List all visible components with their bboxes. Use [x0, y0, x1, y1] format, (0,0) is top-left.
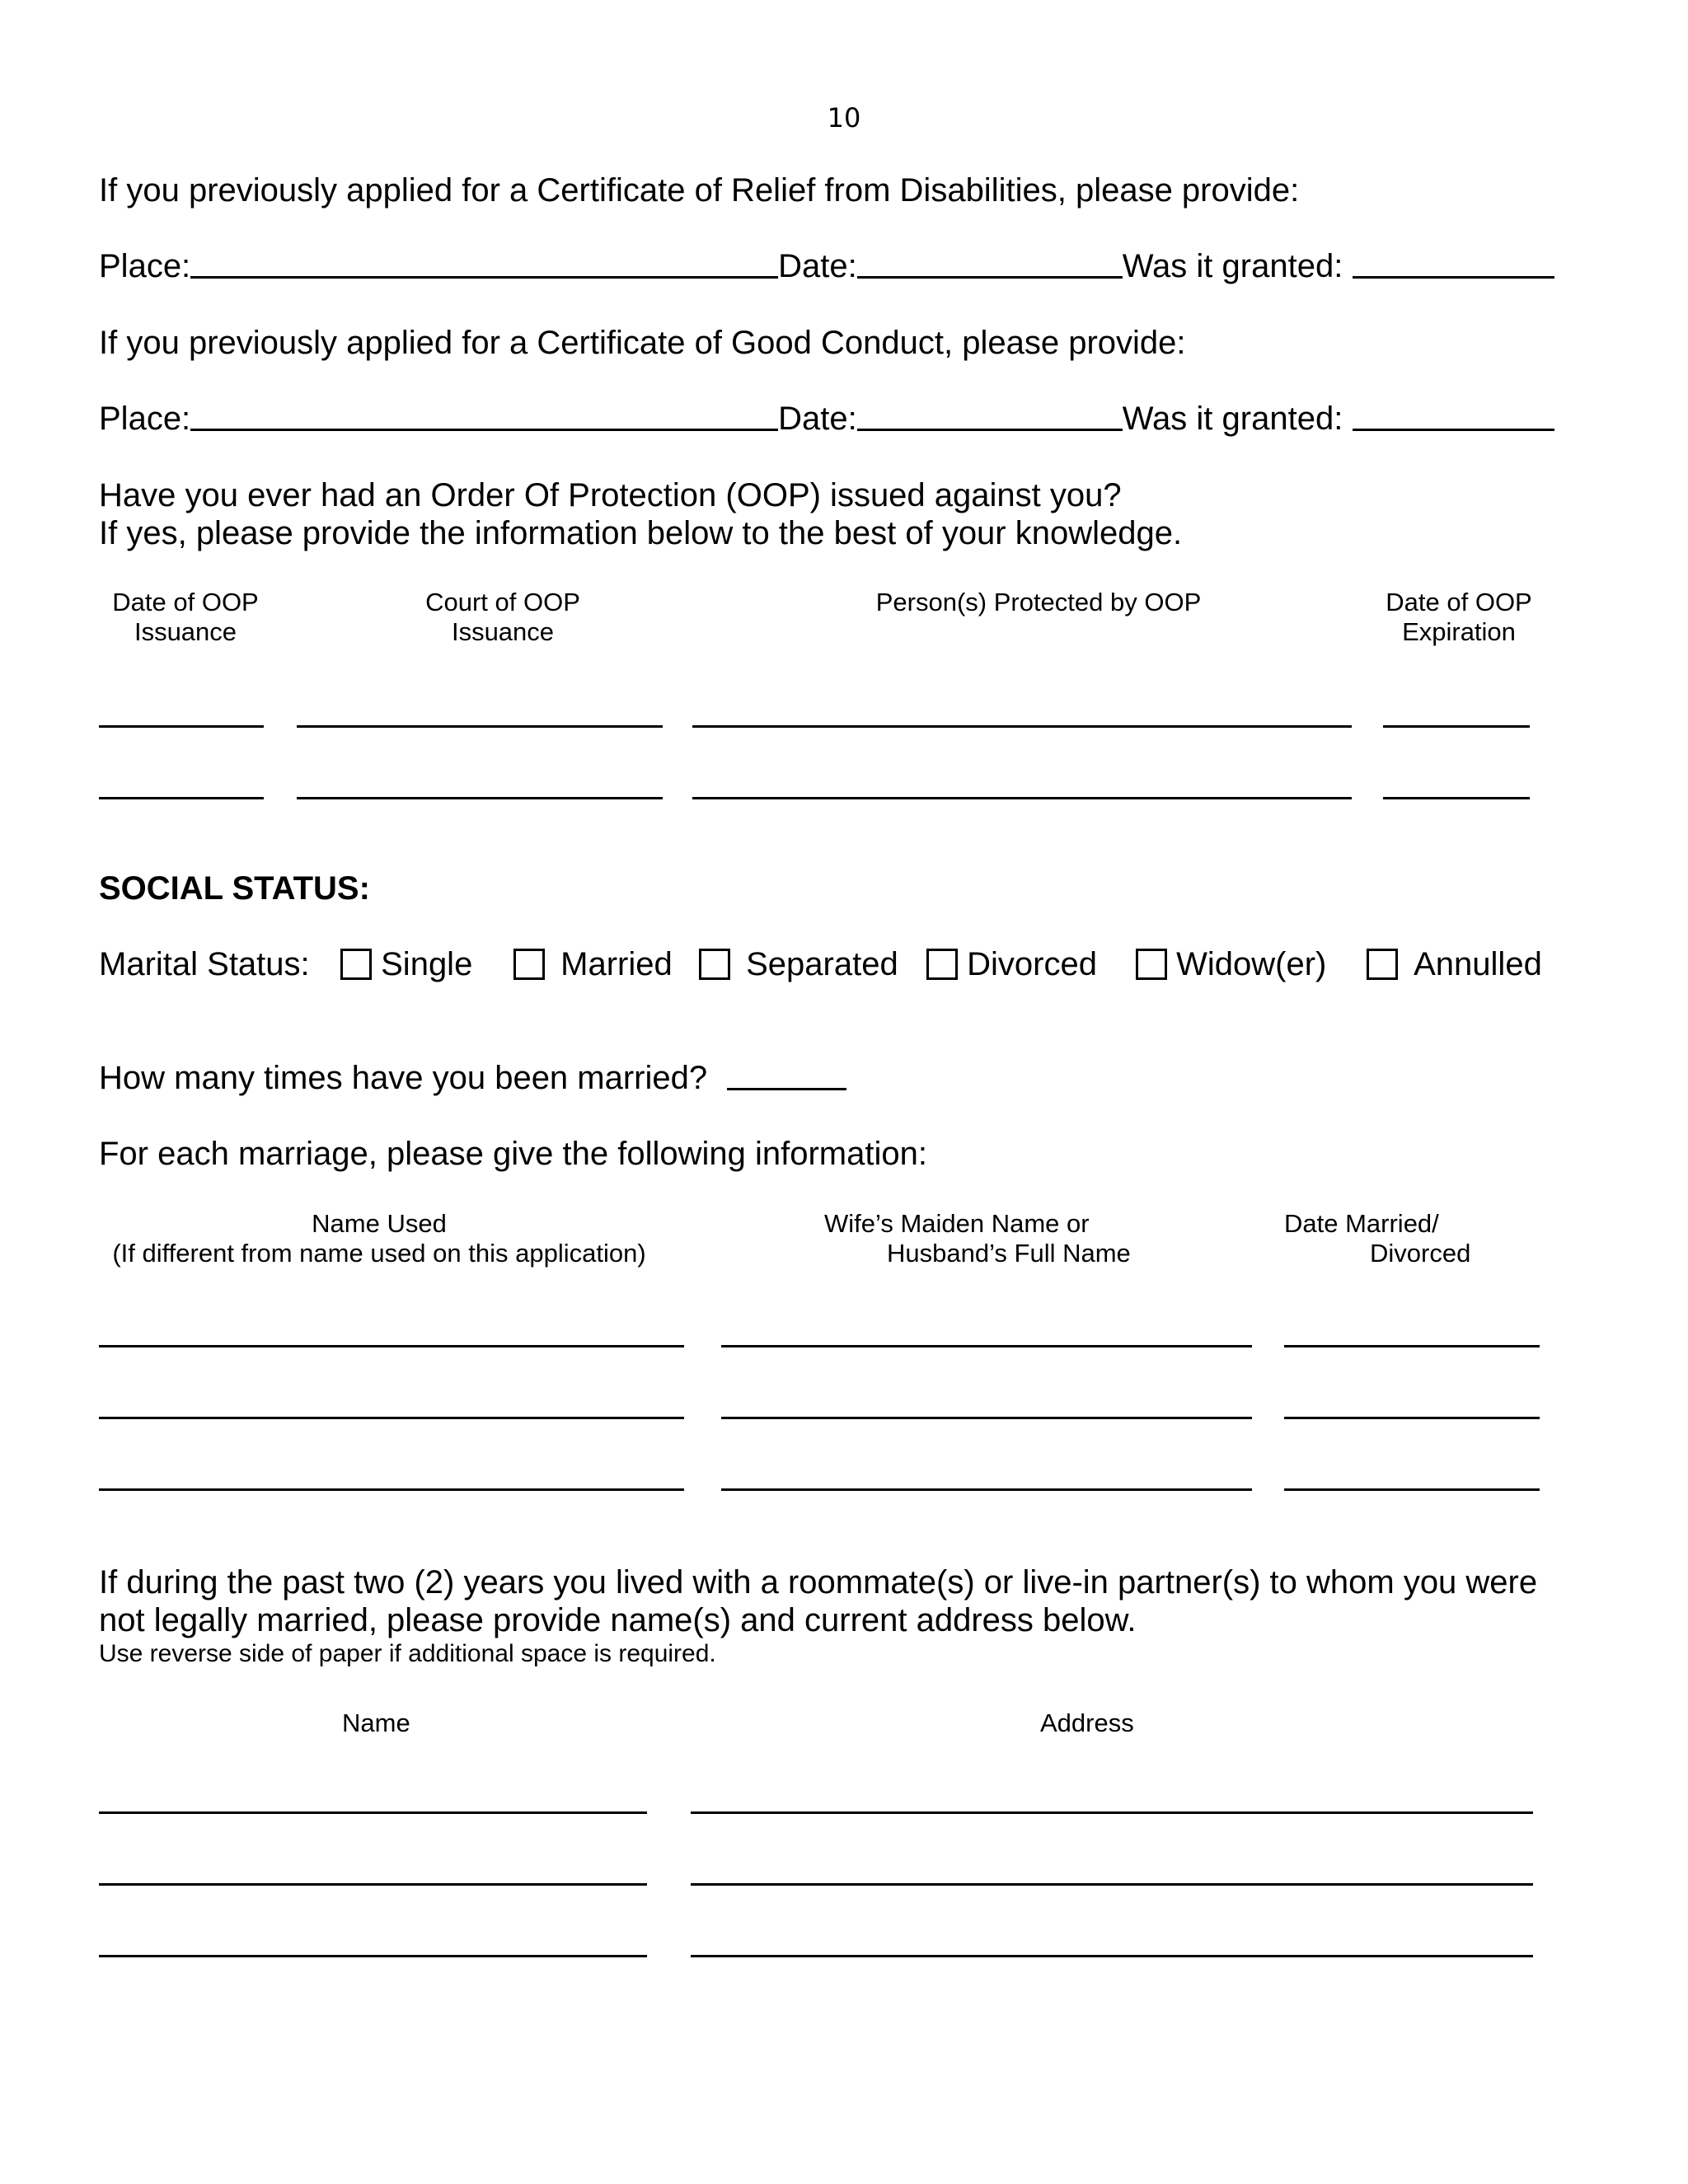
oop-question-line2: If yes, please provide the information below to the best of your knowledge. [99, 515, 1183, 551]
annulled-checkbox[interactable] [1367, 949, 1398, 980]
roommate-row2-address-field[interactable] [691, 1883, 1533, 1886]
relief-question: If you previously applied for a Certificate of Relief from Disabilities, please provide: [99, 172, 1300, 209]
widower-label: Widow(er) [1176, 946, 1327, 982]
times-married-question: How many times have you been married? [99, 1060, 708, 1096]
good-conduct-date-label: Date: [778, 401, 857, 437]
divorced-checkbox[interactable] [926, 949, 958, 980]
roommate-row1-name-field[interactable] [99, 1811, 647, 1814]
oop-row2-date-issuance-field[interactable] [99, 797, 264, 799]
marriage-row1-name-field[interactable] [99, 1345, 684, 1347]
marriage-row1-spouse-field[interactable] [721, 1345, 1252, 1347]
roommates-question-line2: not legally married, please provide name(s) and current address below. [99, 1602, 1137, 1638]
good-conduct-place-label: Place: [99, 401, 191, 437]
marriage-row3-name-field[interactable] [99, 1488, 684, 1491]
marital-option-divorced[interactable] [926, 945, 1097, 983]
relief-granted-field[interactable] [1353, 276, 1554, 279]
good-conduct-granted-label: Was it granted: [1122, 401, 1343, 437]
annulled-label: Annulled [1414, 946, 1542, 982]
relief-date-label: Date: [778, 248, 857, 284]
good-conduct-question: If you previously applied for a Certificate of Good Conduct, please provide: [99, 325, 1186, 361]
oop-row1-date-expiration-field[interactable] [1383, 725, 1530, 728]
marriage-row2-spouse-field[interactable] [721, 1417, 1252, 1419]
marital-option-annulled[interactable] [1367, 945, 1542, 983]
roommates-col-address: Address [1040, 1708, 1134, 1737]
relief-place-label: Place: [99, 248, 191, 284]
separated-checkbox[interactable] [699, 949, 730, 980]
marriage-col-date: Date Married/ Divorced [1284, 1209, 1471, 1268]
marital-option-widower[interactable] [1136, 945, 1326, 983]
oop-col-date-issuance: Date of OOP Issuance [112, 588, 259, 646]
marriage-row2-name-field[interactable] [99, 1417, 684, 1419]
roommate-row3-name-field[interactable] [99, 1955, 647, 1957]
good-conduct-granted-field[interactable] [1353, 429, 1554, 431]
single-label: Single [381, 946, 473, 982]
relief-fields-row [99, 247, 1554, 285]
times-married-field[interactable] [727, 1088, 846, 1090]
oop-row2-persons-field[interactable] [692, 797, 1352, 799]
relief-date-field[interactable] [857, 276, 1123, 279]
marriage-col-spouse-name: Wife’s Maiden Name or Husband’s Full Name [824, 1209, 1131, 1268]
marital-option-separated[interactable] [699, 945, 898, 983]
oop-row2-date-expiration-field[interactable] [1383, 797, 1530, 799]
oop-question-line1: Have you ever had an Order Of Protection (OOP) issued against you? [99, 477, 1122, 513]
page-number: 10 [827, 102, 861, 134]
roommates-note: Use reverse side of paper if additional space is required. [99, 1640, 716, 1667]
oop-col-date-expiration: Date of OOP Expiration [1386, 588, 1532, 646]
times-married-row [99, 1059, 846, 1097]
oop-row2-court-field[interactable] [297, 797, 663, 799]
oop-row1-persons-field[interactable] [692, 725, 1352, 728]
good-conduct-date-field[interactable] [857, 429, 1123, 431]
marriage-row3-spouse-field[interactable] [721, 1488, 1252, 1491]
single-checkbox[interactable] [340, 949, 372, 980]
marital-option-married[interactable] [513, 945, 673, 983]
roommate-row1-address-field[interactable] [691, 1811, 1533, 1814]
separated-label: Separated [746, 946, 898, 982]
good-conduct-place-field[interactable] [190, 429, 778, 431]
roommate-row2-name-field[interactable] [99, 1883, 647, 1886]
relief-granted-label: Was it granted: [1122, 248, 1343, 284]
divorced-label: Divorced [967, 946, 1097, 982]
roommate-row3-address-field[interactable] [691, 1955, 1533, 1957]
married-label: Married [560, 946, 673, 982]
oop-col-court-issuance: Court of OOP Issuance [425, 588, 580, 646]
marriage-col-name-used: Name Used (If different from name used on this application) [112, 1209, 646, 1268]
marriage-row2-date-field[interactable] [1284, 1417, 1540, 1419]
marital-status-label: Marital Status: [99, 946, 310, 982]
each-marriage-instruction: For each marriage, please give the following information: [99, 1136, 927, 1172]
good-conduct-fields-row [99, 400, 1554, 438]
oop-row1-court-field[interactable] [297, 725, 663, 728]
married-checkbox[interactable] [513, 949, 545, 980]
roommates-col-name: Name [342, 1708, 410, 1737]
marital-option-single[interactable] [340, 945, 472, 983]
widower-checkbox[interactable] [1136, 949, 1167, 980]
social-status-heading: SOCIAL STATUS: [99, 870, 370, 907]
relief-place-field[interactable] [190, 276, 778, 279]
roommates-question-line1: If during the past two (2) years you lived with a roommate(s) or live-in partner(s) to whom you were [99, 1564, 1538, 1601]
marriage-row3-date-field[interactable] [1284, 1488, 1540, 1491]
marriage-row1-date-field[interactable] [1284, 1345, 1540, 1347]
oop-row1-date-issuance-field[interactable] [99, 725, 264, 728]
oop-col-persons-protected: Person(s) Protected by OOP [875, 588, 1202, 616]
